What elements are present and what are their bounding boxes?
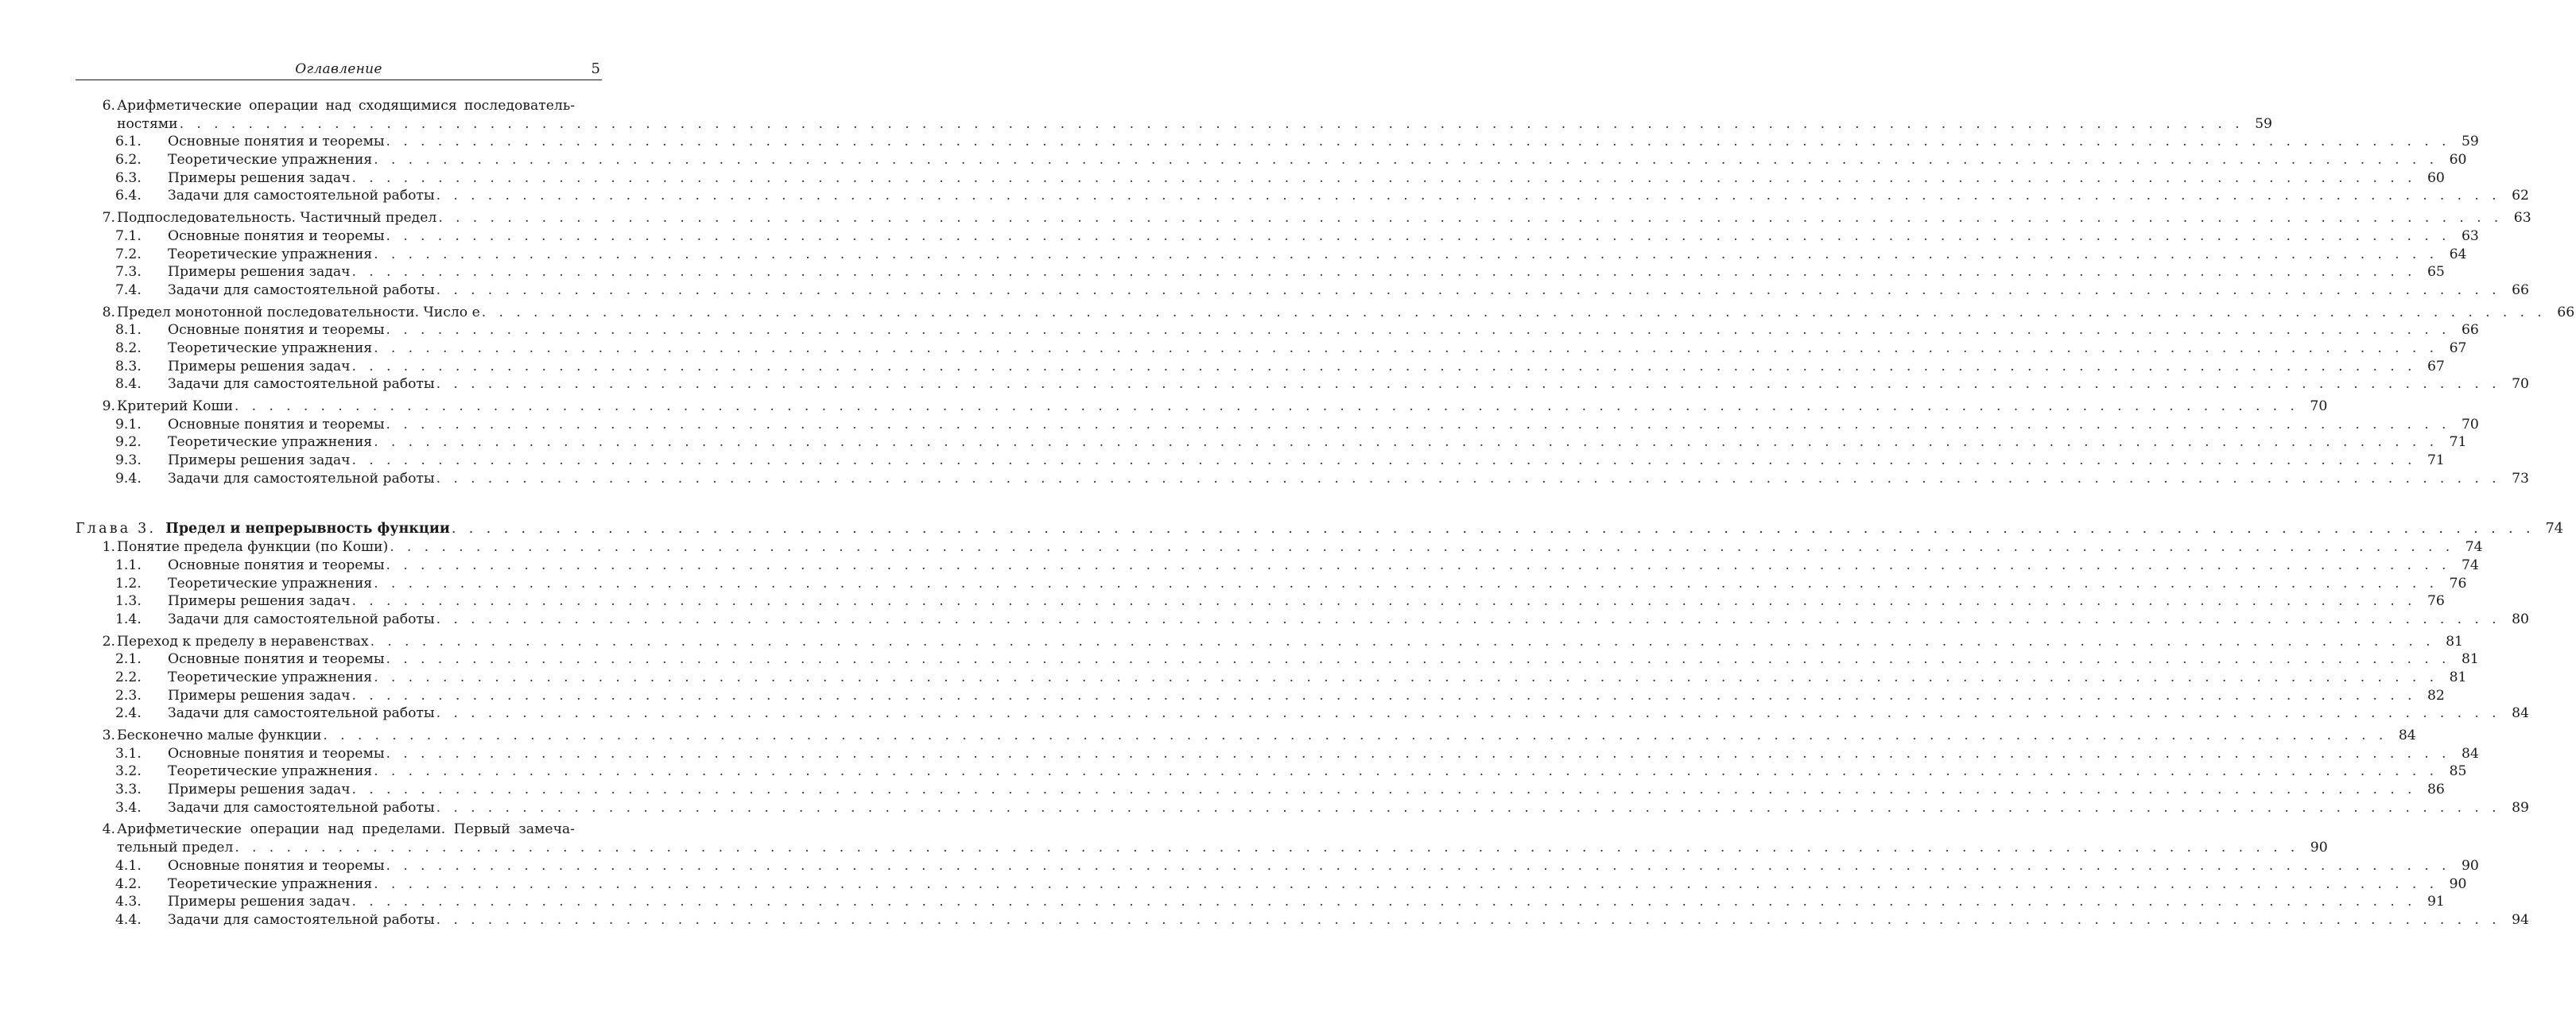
- subsection-number: 8.3.: [115, 358, 142, 374]
- toc-page-number: 66: [2557, 304, 2575, 320]
- section-title: Предел монотонной последовательности. Число e: [117, 304, 480, 320]
- toc-subsection-entry[interactable]: [76, 893, 2445, 911]
- toc-subsection-entry[interactable]: [76, 375, 2529, 394]
- section-title: Бесконечно малые функции: [117, 728, 322, 743]
- toc-section-entry[interactable]: [76, 727, 2416, 745]
- subsection-title: Примеры решения задач: [168, 264, 351, 281]
- subsection-title: Теоретические упражнения: [168, 434, 373, 451]
- toc-subsection-entry[interactable]: [76, 650, 2479, 669]
- toc-section-entry[interactable]: [76, 633, 2463, 651]
- dot-leader: . . . . . . . . . . . . . . . . . . . . . . . . . . . . . . . . . . . . . . . . . . . . . . . . . . . . . . . . . . . . . . . . . . . . . . . . . . . . . . . . . . . . . . . . . . . . . . . . . . . . . . . . . . . . . . . . . . . . . . . .: [436, 188, 2500, 204]
- toc-page-number: 67: [2427, 358, 2445, 374]
- toc-section-continuation[interactable]: [76, 115, 2272, 134]
- subsection-number: 9.4.: [115, 470, 142, 487]
- toc-subsection-entry[interactable]: [76, 416, 2479, 434]
- toc-section-entry[interactable]: [76, 821, 602, 839]
- toc-subsection-entry[interactable]: [76, 575, 2467, 593]
- toc-section-entry[interactable]: [76, 538, 2483, 557]
- subsection-title: Примеры решения задач: [168, 782, 351, 798]
- toc-page-number: 82: [2427, 687, 2445, 704]
- toc-subsection-entry[interactable]: [76, 358, 2445, 376]
- subsection-title: Примеры решения задач: [168, 452, 351, 469]
- dot-leader: . . . . . . . . . . . . . . . . . . . . . . . . . . . . . . . . . . . . . . . . . . . . . . . . . . . . . . . . . . . . . . . . . . . . . . . . . . . . . . . . . . . . . . . . . . . . . . . . . . . . . . . . . . . . . . . . . . . . . . . .: [438, 210, 2503, 227]
- dot-leader: . . . . . . . . . . . . . . . . . . . . . . . . . . . . . . . . . . . . . . . . . . . . . . . . . . . . . . . . . . . . . . . . . . . . . . . . . . . . . . . . . . . . . . . . . . . . . . . . . . . . . . . . . . . . . . . . . . . . . . . .: [436, 611, 2500, 627]
- dot-leader: . . . . . . . . . . . . . . . . . . . . . . . . . . . . . . . . . . . . . . . . . . . . . . . . . . . . . . . . . . . . . . . . . . . . . . . . . . . . . . . . . . . . . . . . . . . . . . . . . . . . . . . . . . . . . . . . . . . . . . . .: [374, 340, 2438, 356]
- toc-page-number: 70: [2462, 416, 2479, 433]
- toc-subsection-entry[interactable]: [76, 246, 2467, 264]
- section-number: 9.: [102, 398, 115, 414]
- toc-page-number: 81: [2462, 651, 2479, 668]
- header-title: Оглавление: [295, 61, 382, 77]
- dot-leader: . . . . . . . . . . . . . . . . . . . . . . . . . . . . . . . . . . . . . . . . . . . . . . . . . . . . . . . . . . . . . . . . . . . . . . . . . . . . . . . . . . . . . . . . . . . . . . . . . . . . . . . . . . . . . . . . . . . . . . . .: [390, 539, 2454, 556]
- toc-page-number: 91: [2427, 894, 2445, 910]
- toc-page-number: 63: [2462, 227, 2479, 244]
- subsection-title: Основные понятия и теоремы: [168, 227, 385, 244]
- subsection-number: 3.3.: [115, 782, 142, 798]
- toc-page-number: 67: [2449, 340, 2467, 356]
- toc-subsection-entry[interactable]: [76, 340, 2467, 358]
- subsection-title: Задачи для самостоятельной работы: [168, 611, 435, 627]
- dot-leader: . . . . . . . . . . . . . . . . . . . . . . . . . . . . . . . . . . . . . . . . . . . . . . . . . . . . . . . . . . . . . . . . . . . . . . . . . . . . . . . . . . . . . . . . . . . . . . . . . . . . . . . . . . . . . . . . . . . . . . . .: [351, 452, 2416, 469]
- section-number: 1.: [102, 539, 115, 556]
- toc-page-number: 76: [2427, 593, 2445, 610]
- subsection-title: Примеры решения задач: [168, 687, 351, 704]
- dot-leader: . . . . . . . . . . . . . . . . . . . . . . . . . . . . . . . . . . . . . . . . . . . . . . . . . . . . . . . . . . . . . . . . . . . . . . . . . . . . . . . . . . . . . . . . . . . . . . . . . . . . . . . . . . . . . . . . . . . . . . . .: [351, 593, 2416, 610]
- dot-leader: . . . . . . . . . . . . . . . . . . . . . . . . . . . . . . . . . . . . . . . . . . . . . . . . . . . . . . . . . . . . . . . . . . . . . . . . . . . . . . . . . . . . . . . . . . . . . . . . . . . . . . . . . . . . . . . . . . . . . . . .: [374, 246, 2438, 262]
- toc-page-number: 84: [2462, 745, 2479, 762]
- toc-page-number: 60: [2427, 169, 2445, 186]
- subsection-title: Примеры решения задач: [168, 894, 351, 910]
- dot-leader: . . . . . . . . . . . . . . . . . . . . . . . . . . . . . . . . . . . . . . . . . . . . . . . . . . . . . . . . . . . . . . . . . . . . . . . . . . . . . . . . . . . . . . . . . . . . . . . . . . . . . . . . . . . . . . . . . . . . . . . .: [351, 894, 2416, 910]
- toc-subsection-entry[interactable]: [76, 470, 2529, 488]
- toc-page-number: 85: [2449, 763, 2467, 780]
- toc-subsection-entry[interactable]: [76, 669, 2467, 687]
- subsection-title: Задачи для самостоятельной работы: [168, 470, 435, 487]
- document-page: [76, 59, 2575, 929]
- subsection-number: 4.2.: [115, 875, 142, 892]
- toc-page-number: 62: [2512, 188, 2529, 204]
- toc-subsection-entry[interactable]: [76, 704, 2529, 723]
- toc-page-number: 90: [2462, 857, 2479, 874]
- toc-page-number: 84: [2398, 728, 2416, 743]
- dot-leader: . . . . . . . . . . . . . . . . . . . . . . . . . . . . . . . . . . . . . . . . . . . . . . . . . . . . . . . . . . . . . . . . . . . . . . . . . . . . . . . . . . . . . . . . . . . . . . . . . . . . . . . . . . . . . . . . . . . . . . . .: [481, 304, 2547, 320]
- dot-leader: . . . . . . . . . . . . . . . . . . . . . . . . . . . . . . . . . . . . . . . . . . . . . . . . . . . . . . . . . . . . . . . . . . . . . . . . . . . . . . . . . . . . . . . . . . . . . . . . . . . . . . . . . . . . . . . . . . . . . . . .: [374, 669, 2438, 685]
- toc-subsection-entry[interactable]: [76, 452, 2445, 470]
- dot-leader: . . . . . . . . . . . . . . . . . . . . . . . . . . . . . . . . . . . . . . . . . . . . . . . . . . . . . . . . . . . . . . . . . . . . . . . . . . . . . . . . . . . . . . . . . . . . . . . . . . . . . . . . . . . . . . . . . . . . . . . .: [386, 134, 2450, 150]
- dot-leader: . . . . . . . . . . . . . . . . . . . . . . . . . . . . . . . . . . . . . . . . . . . . . . . . . . . . . . . . . . . . . . . . . . . . . . . . . . . . . . . . . . . . . . . . . . . . . . . . . . . . . . . . . . . . . . . . . . . . . . . .: [234, 398, 2299, 414]
- toc-page-number: 65: [2427, 264, 2445, 281]
- subsection-number: 1.3.: [115, 593, 142, 610]
- dot-leader: . . . . . . . . . . . . . . . . . . . . . . . . . . . . . . . . . . . . . . . . . . . . . . . . . . . . . . . . . . . . . . . . . . . . . . . . . . . . . . . . . . . . . . . . . . . . . . . . . . . . . . . . . . . . . . . . . . . . . . . .: [436, 281, 2500, 298]
- section-title-line1: Арифметические операции над сходящимися последователь-: [117, 98, 575, 114]
- toc-subsection-entry[interactable]: [76, 911, 2529, 929]
- subsection-number: 4.4.: [115, 911, 142, 928]
- dot-leader: . . . . . . . . . . . . . . . . . . . . . . . . . . . . . . . . . . . . . . . . . . . . . . . . . . . . . . . . . . . . . . . . . . . . . . . . . . . . . . . . . . . . . . . . . . . . . . . . . . . . . . . . . . . . . . . . . . . . . . . .: [436, 376, 2500, 393]
- subsection-number: 8.1.: [115, 322, 142, 339]
- toc-subsection-entry[interactable]: [76, 745, 2479, 763]
- toc-page-number: 66: [2512, 281, 2529, 298]
- subsection-number: 2.4.: [115, 705, 142, 722]
- toc-section-entry[interactable]: [76, 209, 2531, 227]
- dot-leader: . . . . . . . . . . . . . . . . . . . . . . . . . . . . . . . . . . . . . . . . . . . . . . . . . . . . . . . . . . . . . . . . . . . . . . . . . . . . . . . . . . . . . . . . . . . . . . . . . . . . . . . . . . . . . . . . . . . . . . . .: [374, 763, 2438, 780]
- subsection-number: 9.3.: [115, 452, 142, 469]
- toc-page-number: 94: [2512, 911, 2529, 928]
- toc-page-number: 74: [2465, 539, 2483, 556]
- subsection-number: 1.2.: [115, 575, 142, 592]
- subsection-title: Задачи для самостоятельной работы: [168, 911, 435, 928]
- subsection-number: 1.4.: [115, 611, 142, 627]
- subsection-title: Теоретические упражнения: [168, 763, 373, 780]
- toc-page-number: 89: [2512, 799, 2529, 816]
- subsection-title: Основные понятия и теоремы: [168, 134, 385, 150]
- subsection-title: Примеры решения задач: [168, 593, 351, 610]
- toc-subsection-entry[interactable]: [76, 133, 2479, 151]
- dot-leader: . . . . . . . . . . . . . . . . . . . . . . . . . . . . . . . . . . . . . . . . . . . . . . . . . . . . . . . . . . . . . . . . . . . . . . . . . . . . . . . . . . . . . . . . . . . . . . . . . . . . . . . . . . . . . . . . . . . . . . . .: [351, 782, 2416, 798]
- dot-leader: . . . . . . . . . . . . . . . . . . . . . . . . . . . . . . . . . . . . . . . . . . . . . . . . . . . . . . . . . . . . . . . . . . . . . . . . . . . . . . . . . . . . . . . . . . . . . . . . . . . . . . . . . . . . . . . . . . . . . . . .: [436, 705, 2500, 722]
- toc-page-number: 84: [2512, 705, 2529, 722]
- dot-leader: . . . . . . . . . . . . . . . . . . . . . . . . . . . . . . . . . . . . . . . . . . . . . . . . . . . . . . . . . . . . . . . . . . . . . . . . . . . . . . . . . . . . . . . . . . . . . . . . . . . . . . . . . . . . . . . . . . . . . . . .: [179, 115, 2244, 132]
- subsection-number: 7.2.: [115, 246, 142, 262]
- running-header: [76, 59, 602, 80]
- subsection-number: 2.1.: [115, 651, 142, 668]
- toc-page-number: 81: [2449, 669, 2467, 685]
- subsection-number: 6.2.: [115, 152, 142, 169]
- section-number: 6.: [102, 98, 115, 114]
- toc-subsection-entry[interactable]: [76, 169, 2445, 188]
- toc-subsection-entry[interactable]: [76, 263, 2445, 281]
- toc-subsection-entry[interactable]: [76, 799, 2529, 817]
- subsection-title: Задачи для самостоятельной работы: [168, 281, 435, 298]
- subsection-number: 7.1.: [115, 227, 142, 244]
- section-title: Переход к пределу в неравенствах: [117, 633, 369, 650]
- toc-subsection-entry[interactable]: [76, 151, 2467, 169]
- toc-subsection-entry[interactable]: [76, 687, 2445, 705]
- subsection-title: Теоретические упражнения: [168, 669, 373, 685]
- subsection-number: 8.4.: [115, 376, 142, 393]
- section-title: Критерий Коши: [117, 398, 233, 414]
- subsection-number: 2.3.: [115, 687, 142, 704]
- toc-page-number: 63: [2513, 210, 2531, 227]
- toc-page-number: 90: [2310, 840, 2328, 856]
- subsection-title: Теоретические упражнения: [168, 246, 373, 262]
- subsection-number: 2.2.: [115, 669, 142, 685]
- dot-leader: . . . . . . . . . . . . . . . . . . . . . . . . . . . . . . . . . . . . . . . . . . . . . . . . . . . . . . . . . . . . . . . . . . . . . . . . . . . . . . . . . . . . . . . . . . . . . . . . . . . . . . . . . . . . . . . . . . . . . . . .: [323, 728, 2388, 743]
- toc-section-entry[interactable]: [76, 398, 2328, 416]
- subsection-title: Основные понятия и теоремы: [168, 651, 385, 668]
- toc-page-number: 70: [2512, 376, 2529, 393]
- dot-leader: . . . . . . . . . . . . . . . . . . . . . . . . . . . . . . . . . . . . . . . . . . . . . . . . . . . . . . . . . . . . . . . . . . . . . . . . . . . . . . . . . . . . . . . . . . . . . . . . . . . . . . . . . . . . . . . . . . . . . . . .: [436, 799, 2500, 816]
- subsection-title: Примеры решения задач: [168, 169, 351, 186]
- toc-page-number: 74: [2462, 557, 2479, 573]
- section-title-line2: тельный предел: [117, 840, 234, 856]
- subsection-title: Основные понятия и теоремы: [168, 416, 385, 433]
- dot-leader: . . . . . . . . . . . . . . . . . . . . . . . . . . . . . . . . . . . . . . . . . . . . . . . . . . . . . . . . . . . . . . . . . . . . . . . . . . . . . . . . . . . . . . . . . . . . . . . . . . . . . . . . . . . . . . . . . . . . . . . .: [374, 434, 2438, 451]
- toc-page-number: 59: [2255, 115, 2272, 132]
- toc-section-continuation[interactable]: [76, 839, 2328, 857]
- toc-subsection-entry[interactable]: [76, 227, 2479, 246]
- dot-leader: . . . . . . . . . . . . . . . . . . . . . . . . . . . . . . . . . . . . . . . . . . . . . . . . . . . . . . . . . . . . . . . . . . . . . . . . . . . . . . . . . . . . . . . . . . . . . . . . . . . . . . . . . . . . . . . . . . . . . . . .: [374, 152, 2438, 169]
- toc-page-number: 70: [2310, 398, 2328, 414]
- toc-chapter-entry[interactable]: [76, 520, 2563, 538]
- subsection-title: Основные понятия и теоремы: [168, 857, 385, 874]
- chapter-title: Предел и непрерывность функции: [165, 521, 450, 537]
- toc-page-number: 90: [2449, 875, 2467, 892]
- dot-leader: . . . . . . . . . . . . . . . . . . . . . . . . . . . . . . . . . . . . . . . . . . . . . . . . . . . . . . . . . . . . . . . . . . . . . . . . . . . . . . . . . . . . . . . . . . . . . . . . . . . . . . . . . . . . . . . . . . . . . . . .: [386, 745, 2450, 762]
- dot-leader: . . . . . . . . . . . . . . . . . . . . . . . . . . . . . . . . . . . . . . . . . . . . . . . . . . . . . . . . . . . . . . . . . . . . . . . . . . . . . . . . . . . . . . . . . . . . . . . . . . . . . . . . . . . . . . . . . . . . . . . .: [351, 169, 2416, 186]
- subsection-number: 6.4.: [115, 188, 142, 204]
- chapter-spacer: [76, 487, 602, 520]
- subsection-number: 7.4.: [115, 281, 142, 298]
- subsection-number: 1.1.: [115, 557, 142, 573]
- dot-leader: . . . . . . . . . . . . . . . . . . . . . . . . . . . . . . . . . . . . . . . . . . . . . . . . . . . . . . . . . . . . . . . . . . . . . . . . . . . . . . . . . . . . . . . . . . . . . . . . . . . . . . . . . . . . . . . . . . . . . . . .: [374, 575, 2438, 592]
- dot-leader: . . . . . . . . . . . . . . . . . . . . . . . . . . . . . . . . . . . . . . . . . . . . . . . . . . . . . . . . . . . . . . . . . . . . . . . . . . . . . . . . . . . . . . . . . . . . . . . . . . . . . . . . . . . . . . . . . . . . . . . .: [351, 358, 2416, 374]
- dot-leader: . . . . . . . . . . . . . . . . . . . . . . . . . . . . . . . . . . . . . . . . . . . . . . . . . . . . . . . . . . . . . . . . . . . . . . . . . . . . . . . . . . . . . . . . . . . . . . . . . . . . . . . . . . . . . . . . . . . . . . . .: [235, 840, 2299, 856]
- toc-page-number: 71: [2427, 452, 2445, 469]
- subsection-title: Теоретические упражнения: [168, 340, 373, 356]
- section-title: Подпоследовательность. Частичный предел: [117, 210, 437, 227]
- dot-leader: . . . . . . . . . . . . . . . . . . . . . . . . . . . . . . . . . . . . . . . . . . . . . . . . . . . . . . . . . . . . . . . . . . . . . . . . . . . . . . . . . . . . . . . . . . . . . . . . . . . . . . . . . . . . . . . . . . . . . . . .: [351, 687, 2416, 704]
- subsection-title: Задачи для самостоятельной работы: [168, 705, 435, 722]
- subsection-title: Теоретические упражнения: [168, 875, 373, 892]
- subsection-number: 6.3.: [115, 169, 142, 186]
- section-number: 8.: [102, 304, 115, 320]
- subsection-title: Основные понятия и теоремы: [168, 557, 385, 573]
- subsection-title: Основные понятия и теоремы: [168, 322, 385, 339]
- header-page-number: 5: [591, 60, 600, 77]
- dot-leader: . . . . . . . . . . . . . . . . . . . . . . . . . . . . . . . . . . . . . . . . . . . . . . . . . . . . . . . . . . . . . . . . . . . . . . . . . . . . . . . . . . . . . . . . . . . . . . . . . . . . . . . . . . . . . . . . . . . . . . . .: [351, 264, 2416, 281]
- section-number: 3.: [102, 728, 115, 743]
- subsection-number: 4.1.: [115, 857, 142, 874]
- dot-leader: . . . . . . . . . . . . . . . . . . . . . . . . . . . . . . . . . . . . . . . . . . . . . . . . . . . . . . . . . . . . . . . . . . . . . . . . . . . . . . . . . . . . . . . . . . . . . . . . . . . . . . . . . . . . . . . . . . . . . . . .: [436, 911, 2500, 928]
- toc-section-entry[interactable]: [76, 97, 602, 115]
- toc-subsection-entry[interactable]: [76, 781, 2445, 799]
- dot-leader: . . . . . . . . . . . . . . . . . . . . . . . . . . . . . . . . . . . . . . . . . . . . . . . . . . . . . . . . . . . . . . . . . . . . . . . . . . . . . . . . . . . . . . . . . . . . . . . . . . . . . . . . . . . . . . . . . . . . . . . .: [370, 633, 2434, 650]
- toc-page-number: 74: [2545, 521, 2563, 537]
- dot-leader: . . . . . . . . . . . . . . . . . . . . . . . . . . . . . . . . . . . . . . . . . . . . . . . . . . . . . . . . . . . . . . . . . . . . . . . . . . . . . . . . . . . . . . . . . . . . . . . . . . . . . . . . . . . . . . . . . . . . . . . .: [386, 557, 2450, 573]
- dot-leader: . . . . . . . . . . . . . . . . . . . . . . . . . . . . . . . . . . . . . . . . . . . . . . . . . . . . . . . . . . . . . . . . . . . . . . . . . . . . . . . . . . . . . . . . . . . . . . . . . . . . . . . . . . . . . . . . . . . . . . . .: [374, 875, 2438, 892]
- toc-subsection-entry[interactable]: [76, 281, 2529, 300]
- subsection-title: Задачи для самостоятельной работы: [168, 799, 435, 816]
- subsection-number: 9.1.: [115, 416, 142, 433]
- dot-leader: . . . . . . . . . . . . . . . . . . . . . . . . . . . . . . . . . . . . . . . . . . . . . . . . . . . . . . . . . . . . . . . . . . . . . . . . . . . . . . . . . . . . . . . . . . . . . . . . . . . . . . . . . . . . . . . . . . . . . . . .: [386, 857, 2450, 874]
- toc-subsection-entry[interactable]: [76, 433, 2467, 452]
- subsection-number: 3.1.: [115, 745, 142, 762]
- dot-leader: . . . . . . . . . . . . . . . . . . . . . . . . . . . . . . . . . . . . . . . . . . . . . . . . . . . . . . . . . . . . . . . . . . . . . . . . . . . . . . . . . . . . . . . . . . . . . . . . . . . . . . . . . . . . . . . . . . . . . . . .: [436, 470, 2500, 487]
- subsection-number: 9.2.: [115, 434, 142, 451]
- subsection-title: Основные понятия и теоремы: [168, 745, 385, 762]
- section-title: Понятие предела функции (по Коши): [117, 539, 389, 556]
- toc-page-number: 76: [2449, 575, 2467, 592]
- dot-leader: . . . . . . . . . . . . . . . . . . . . . . . . . . . . . . . . . . . . . . . . . . . . . . . . . . . . . . . . . . . . . . . . . . . . . . . . . . . . . . . . . . . . . . . . . . . . . . . . . . . . . . . . . . . . . . . . . . . . . . . .: [386, 416, 2450, 433]
- toc-subsection-entry[interactable]: [76, 592, 2445, 611]
- section-number: 4.: [102, 821, 115, 838]
- section-number: 7.: [102, 210, 115, 227]
- subsection-title: Задачи для самостоятельной работы: [168, 376, 435, 393]
- toc-subsection-entry[interactable]: [76, 557, 2479, 575]
- toc-page-number: 80: [2512, 611, 2529, 627]
- toc-page-number: 60: [2449, 152, 2467, 169]
- toc-page-number: 64: [2449, 246, 2467, 262]
- subsection-title: Примеры решения задач: [168, 358, 351, 374]
- subsection-title: Задачи для самостоятельной работы: [168, 188, 435, 204]
- section-title-line2: ностями: [117, 115, 178, 132]
- subsection-number: 4.3.: [115, 894, 142, 910]
- subsection-number: 3.2.: [115, 763, 142, 780]
- toc-section-entry[interactable]: [76, 304, 2575, 322]
- subsection-number: 8.2.: [115, 340, 142, 356]
- chapter-label: Глава 3.: [76, 521, 157, 537]
- toc-page-number: 86: [2427, 782, 2445, 798]
- toc-page-number: 73: [2512, 470, 2529, 487]
- toc-subsection-entry[interactable]: [76, 321, 2479, 340]
- table-of-contents: [76, 97, 2575, 929]
- subsection-number: 3.4.: [115, 799, 142, 816]
- subsection-number: 6.1.: [115, 134, 142, 150]
- dot-leader: . . . . . . . . . . . . . . . . . . . . . . . . . . . . . . . . . . . . . . . . . . . . . . . . . . . . . . . . . . . . . . . . . . . . . . . . . . . . . . . . . . . . . . . . . . . . . . . . . . . . . . . . . . . . . . . . . . . . . . . .: [386, 322, 2450, 339]
- dot-leader: . . . . . . . . . . . . . . . . . . . . . . . . . . . . . . . . . . . . . . . . . . . . . . . . . . . . . . . . . . . . . . . . . . . . . . . . . . . . . . . . . . . . . . . . . . . . . . . . . . . . . . . . . . . . . . . . . . . . . . . .: [451, 521, 2535, 537]
- subsection-title: Теоретические упражнения: [168, 575, 373, 592]
- toc-page-number: 59: [2462, 134, 2479, 150]
- toc-subsection-entry[interactable]: [76, 611, 2529, 629]
- subsection-title: Теоретические упражнения: [168, 152, 373, 169]
- toc-page-number: 71: [2449, 434, 2467, 451]
- section-number: 2.: [102, 633, 115, 650]
- subsection-number: 7.3.: [115, 264, 142, 281]
- dot-leader: . . . . . . . . . . . . . . . . . . . . . . . . . . . . . . . . . . . . . . . . . . . . . . . . . . . . . . . . . . . . . . . . . . . . . . . . . . . . . . . . . . . . . . . . . . . . . . . . . . . . . . . . . . . . . . . . . . . . . . . .: [386, 227, 2450, 244]
- toc-page-number: 81: [2446, 633, 2463, 650]
- section-title-line1: Арифметические операции над пределами. Первый замеча-: [117, 821, 575, 838]
- toc-page-number: 66: [2462, 322, 2479, 339]
- toc-subsection-entry[interactable]: [76, 875, 2467, 894]
- toc-subsection-entry[interactable]: [76, 187, 2529, 205]
- dot-leader: . . . . . . . . . . . . . . . . . . . . . . . . . . . . . . . . . . . . . . . . . . . . . . . . . . . . . . . . . . . . . . . . . . . . . . . . . . . . . . . . . . . . . . . . . . . . . . . . . . . . . . . . . . . . . . . . . . . . . . . .: [386, 651, 2450, 668]
- toc-subsection-entry[interactable]: [76, 763, 2467, 781]
- toc-subsection-entry[interactable]: [76, 857, 2479, 875]
